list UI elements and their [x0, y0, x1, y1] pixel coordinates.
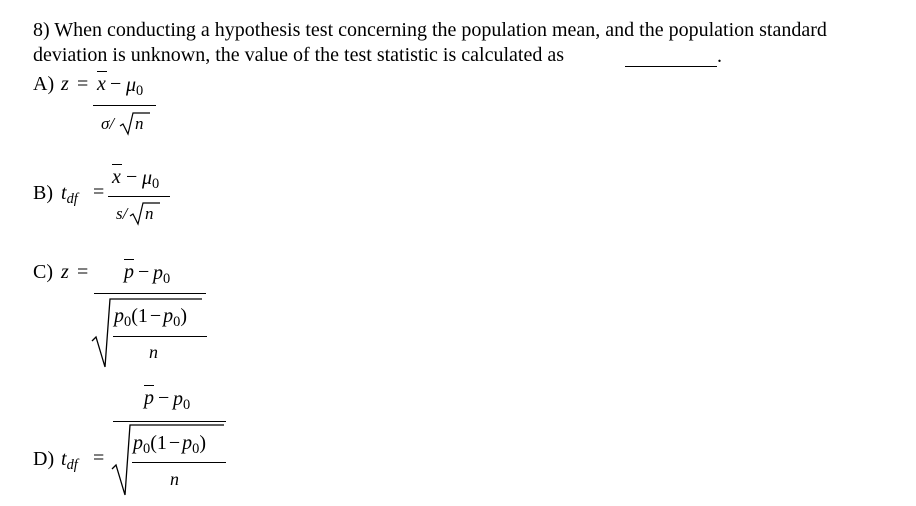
mu-symbol: μ	[142, 167, 153, 189]
mu-symbol: μ	[126, 74, 137, 96]
p-subscript: 0	[163, 271, 171, 288]
equals-sign: =	[93, 181, 105, 203]
option-label: C)	[33, 261, 53, 283]
minus-sign: −	[110, 73, 122, 95]
close-paren: )	[199, 432, 207, 454]
t-symbol: t	[61, 448, 67, 470]
fraction-bar	[108, 196, 170, 197]
df-subscript: df	[66, 457, 78, 474]
p-subscript: 0	[124, 314, 132, 331]
equals-sign: =	[77, 73, 89, 95]
minus-sign: −	[138, 261, 150, 283]
question-line-2: deviation is unknown, the value of the test statistic is calculated as	[33, 44, 564, 66]
open-paren-one: (1	[150, 432, 167, 454]
radicand-numerator	[114, 305, 188, 331]
question-period: .	[717, 45, 722, 67]
numerator-p: p	[144, 387, 154, 409]
fraction-bar	[94, 293, 206, 294]
mu-subscript: 0	[136, 83, 144, 100]
p-subscript: 0	[183, 397, 191, 414]
mu-subscript: 0	[152, 176, 160, 193]
p-symbol: p	[133, 432, 143, 454]
option-label: B)	[33, 182, 53, 204]
numerator-x: x	[97, 73, 106, 95]
p-subscript: 0	[143, 441, 151, 458]
denominator-s: s/	[116, 204, 128, 223]
radicand-denominator: n	[149, 342, 158, 362]
question-line-1: 8) When conducting a hypothesis test concerning the population mean, and the population standard	[33, 19, 827, 41]
minus-sign: −	[158, 387, 170, 409]
xbar-overline	[97, 71, 107, 72]
pbar-overline	[124, 259, 134, 260]
p-symbol: p	[114, 305, 124, 327]
close-paren: )	[180, 305, 188, 327]
minus-sign: −	[126, 166, 138, 188]
p-symbol: p	[173, 388, 183, 410]
p-subscript: 0	[173, 314, 181, 331]
p-symbol: p	[182, 432, 193, 454]
option-label: A)	[33, 73, 55, 95]
fraction-bar	[93, 105, 156, 106]
minus-sign: −	[168, 432, 181, 454]
lhs-variable: z	[61, 73, 69, 95]
lhs-variable: z	[61, 261, 69, 283]
denominator-n: n	[145, 204, 154, 223]
p-subscript: 0	[192, 441, 200, 458]
p-symbol: p	[163, 305, 174, 327]
numerator-p0	[153, 262, 171, 288]
numerator-p: p	[124, 261, 134, 283]
numerator-mu	[142, 167, 160, 193]
answer-blank	[625, 66, 717, 67]
radicand-fraction-bar	[132, 462, 226, 463]
lhs-variable	[61, 448, 78, 474]
t-symbol: t	[61, 182, 67, 204]
denominator-n: n	[135, 114, 144, 133]
numerator-p0	[173, 388, 191, 414]
fraction-bar	[113, 421, 226, 422]
option-label: D)	[33, 448, 55, 470]
equals-sign: =	[93, 447, 105, 469]
p-symbol: p	[153, 262, 163, 284]
numerator-mu	[126, 74, 144, 100]
lhs-variable	[61, 182, 78, 208]
denominator-sigma: σ/	[101, 114, 115, 133]
xbar-overline	[112, 164, 122, 165]
radicand-numerator	[133, 432, 207, 458]
minus-sign: −	[149, 305, 162, 327]
numerator-x: x	[112, 166, 121, 188]
equals-sign: =	[77, 261, 89, 283]
pbar-overline	[144, 385, 154, 386]
open-paren-one: (1	[131, 305, 148, 327]
radicand-fraction-bar	[113, 336, 207, 337]
df-subscript: df	[66, 191, 78, 208]
radicand-denominator: n	[170, 469, 179, 489]
